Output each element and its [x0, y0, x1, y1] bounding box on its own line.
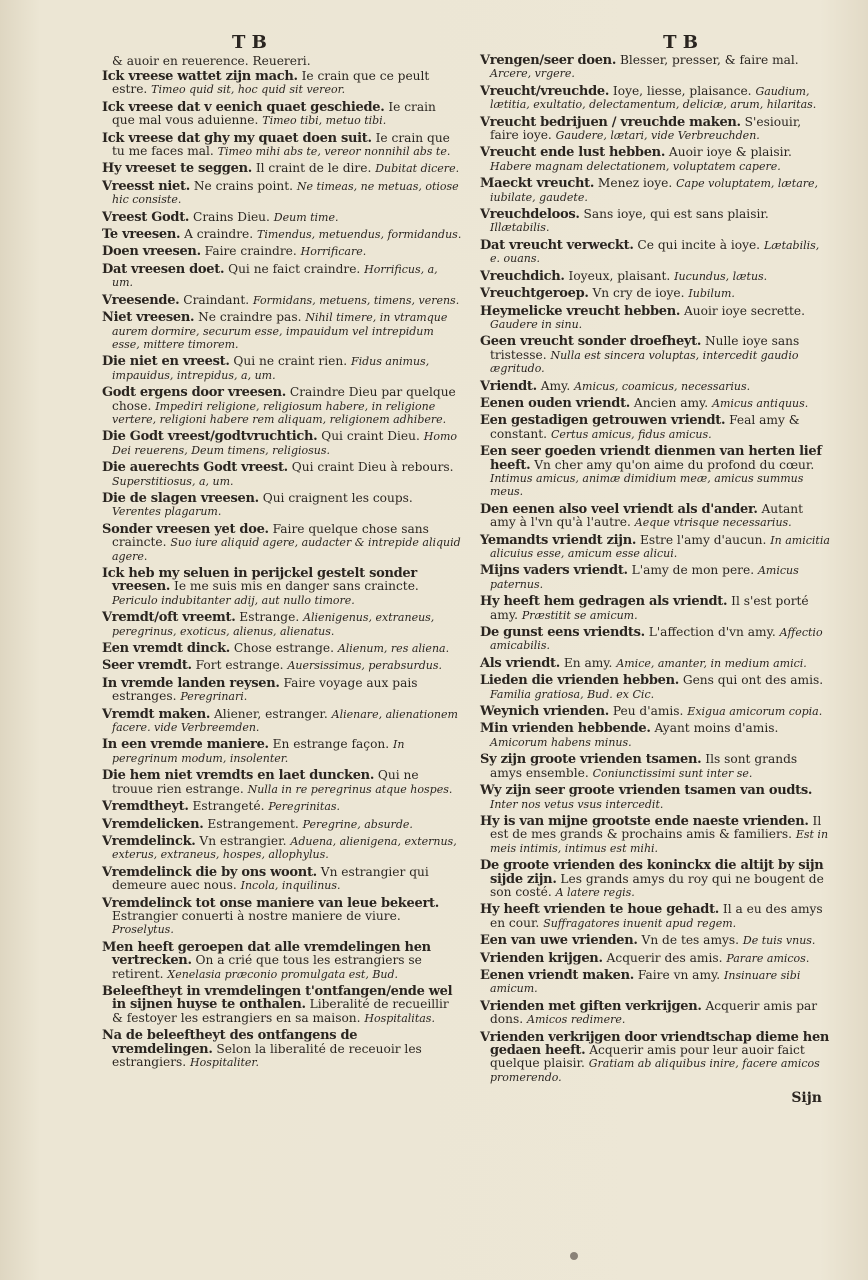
entry-latin: Intimus amicus, animæ dimidium meæ, amicus summus meus. [490, 471, 804, 499]
entry-headword: Ick heb my seluen in perijckel gestelt sonder vreesen. [102, 566, 417, 595]
entry-french: Ie crain que tu me faces mal. [112, 130, 450, 159]
entry-latin: Suffragatores inuenit apud regem. [543, 916, 737, 930]
entry-headword: Hy heeft vrienden te houe gehadt. [480, 902, 720, 918]
entry-french: Aliener, estranger. [210, 706, 332, 721]
entry-french: Vn estrangier. [195, 833, 291, 848]
entry-french: Autant amy à l'vn qu'à l'autre. [490, 501, 804, 530]
dictionary-entry [102, 897, 462, 937]
dictionary-entry [102, 294, 462, 307]
entry-french: S'esiouir, faire ioye. [490, 114, 802, 143]
dictionary-entry [480, 903, 832, 930]
entry-french: Faire vn amy. [634, 967, 725, 982]
entry-headword: Vremdelinck tot onse maniere van leue bekeert. [102, 895, 439, 911]
entry-french: En amy. [559, 655, 617, 670]
entry-french: Il a eu des amys en cour. [490, 902, 823, 930]
entry-headword: Ick vreese wattet zijn mach. [102, 69, 298, 84]
entry-latin: Amicos redimere. [527, 1013, 626, 1027]
entry-headword: Vremdelicken. [102, 816, 204, 832]
entry-latin: Gaudere, lætari, vide Verbreuchden. [555, 129, 760, 143]
entry-headword: Vreucht bedrijuen / vreuchde maken. [480, 114, 741, 130]
entry-french: Acquerir des amis. [602, 950, 727, 965]
entry-french: Feal amy & constant. [490, 413, 800, 441]
entry-headword: Vreest Godt. [102, 209, 190, 225]
dictionary-entry [480, 380, 832, 393]
dictionary-entry [480, 239, 832, 266]
dictionary-entry [102, 1029, 462, 1069]
dictionary-entry [102, 70, 462, 97]
entry-latin: A latere regis. [555, 885, 635, 899]
entry-headword: Vrienden krijgen. [480, 950, 603, 966]
dictionary-entry [102, 659, 462, 672]
entry-headword: Vreuchtgeroep. [480, 286, 589, 302]
right-column [480, 54, 832, 1106]
entry-french: En estrange façon. [268, 737, 394, 752]
entry-headword: Vreesende. [102, 292, 180, 308]
dictionary-entry [102, 492, 462, 519]
entry-latin: Timeo tibi, metuo tibi. [262, 114, 387, 128]
entry-headword: Maeckt vreucht. [480, 176, 595, 192]
entry-french: Qui ne faict craindre. [224, 261, 365, 276]
entry-latin: Periculo indubitanter adij, aut nullo timore. [112, 593, 355, 607]
dictionary-entry [480, 1031, 832, 1085]
entry-latin: Est in meis intimis, intimus est mihi. [490, 828, 829, 855]
dictionary-entry [480, 270, 832, 283]
entry-latin: Peregrinitas. [268, 800, 341, 814]
entry-headword: Mijns vaders vriendt. [480, 563, 628, 579]
dictionary-entry [102, 228, 462, 241]
entry-french: Amy. [536, 378, 575, 393]
entry-headword: Vremdelinck die by ons woont. [102, 864, 317, 880]
entry-latin: Inter nos vetus vsus intercedit. [490, 797, 664, 811]
entry-latin: Insinuare sibi amicum. [490, 968, 801, 996]
entry-latin: Horrificare. [300, 245, 367, 259]
entry-headword: Vremdtheyt. [102, 799, 189, 815]
entry-headword: Die niet en vreest. [102, 354, 230, 370]
entry-headword: Men heeft geroepen dat alle vremdelingen hen vertrecken. [102, 939, 431, 969]
dictionary-entry [102, 430, 462, 457]
entry-french: Estrangement. [203, 816, 303, 831]
entry-headword: Sy zijn groote vrienden tsamen. [480, 752, 702, 768]
entry-french: Ie me suis mis en danger sans craincte. [170, 579, 419, 594]
entry-latin: Timeo mihi abs te, vereor nonnihil abs te. [217, 145, 451, 159]
entry-latin: In amicitia alicuius esse, amicum esse alicui. [490, 533, 830, 560]
dictionary-entry [480, 397, 832, 410]
entry-french: Qui craint Dieu. [317, 429, 424, 444]
entry-latin: Fidus animus, impauidus, intrepidus, a, um. [112, 355, 430, 382]
entry-headword: Als vriendt. [480, 655, 560, 671]
entry-latin: Alienigenus, extraneus, peregrinus, exoticus, alienus, alienatus. [112, 611, 435, 638]
dictionary-entry [102, 101, 462, 128]
entry-headword: Te vreesen. [102, 227, 181, 243]
dictionary-entry [102, 642, 462, 655]
entry-headword: Beleeftheyt in vremdelingen t'ontfangen/ende wel in sijnen huyse te onthalen. [102, 983, 453, 1013]
entry-latin: Peregrinari. [180, 690, 248, 704]
dictionary-entry [102, 132, 462, 159]
dictionary-entry [480, 859, 832, 899]
entry-latin: Auersissimus, perabsurdus. [287, 659, 443, 673]
dictionary-entry [102, 866, 462, 893]
entry-french: Qui ne trouue rien estrange. [112, 768, 419, 796]
dictionary-entry [102, 800, 462, 813]
entry-french: Ioye, liesse, plaisance. [609, 83, 756, 98]
entry-latin: Amicus antiquus. [712, 396, 809, 410]
entry-french: Vn de tes amys. [637, 933, 743, 948]
entry-latin: Hospitaliter. [190, 1056, 259, 1069]
dictionary-entry [480, 305, 832, 332]
entry-headword: Geen vreucht sonder droefheyt. [480, 334, 702, 350]
entry-french: Faire craindre. [200, 244, 301, 259]
entry-latin: Cape voluptatem, lætare, iubilate, gaudete. [490, 177, 819, 204]
dictionary-entry [102, 311, 462, 351]
entry-headword: Hy heeft hem gedragen als vriendt. [480, 594, 728, 610]
entry-french: Ce qui incite à ioye. [633, 237, 764, 252]
entry-latin: Amicus, coamicus, necessarius. [574, 379, 751, 393]
dictionary-entry [480, 626, 832, 653]
entry-french: Auoir ioye & plaisir. [665, 145, 792, 160]
entry-french: Auoir ioye secrette. [680, 303, 805, 318]
entry-latin: Nulla est sincera voluptas, intercedit gaudio ægritudo. [490, 348, 799, 376]
dictionary-entry [480, 722, 832, 749]
entry-latin: Suo iure aliquid agere, audacter & intrepide aliquid agere. [112, 536, 461, 563]
entry-headword: Die de slagen vreesen. [102, 490, 259, 506]
dictionary-entry [102, 677, 462, 704]
entry-headword: Dat vreesen doet. [102, 261, 225, 277]
entry-french: Acquerir amis par dons. [490, 998, 818, 1027]
dictionary-entry [102, 835, 462, 862]
entry-latin: Horrificus, a, um. [112, 262, 438, 290]
entry-latin: In peregrinum modum, insolenter. [112, 738, 405, 765]
dictionary-entry [480, 177, 832, 204]
dictionary-entry [102, 611, 462, 638]
entry-latin: Peregrine, absurde. [302, 817, 413, 831]
entry-latin: Incola, inquilinus. [240, 879, 341, 893]
entry-latin: Certus amicus, fidus amicus. [550, 427, 712, 441]
entry-latin: Timendus, metuendus, formidandus. [257, 228, 462, 242]
entry-french: Chose estrange. [230, 641, 338, 656]
entry-headword: Eenen ouden vriendt. [480, 395, 631, 411]
dictionary-entry [480, 969, 832, 996]
entry-french: Ancien amy. [630, 395, 713, 410]
dictionary-entry [480, 674, 832, 701]
entry-french: Ie crain que mal vous aduienne. [112, 99, 436, 128]
dictionary-entry [480, 335, 832, 375]
entry-latin: Parare amicos. [726, 951, 810, 965]
entry-french: Vn cry de ioye. [588, 286, 689, 301]
entry-latin: Proselytus. [112, 923, 174, 937]
dictionary-entry [480, 705, 832, 718]
dictionary-entry [480, 116, 832, 143]
entry-french: Estrangeté. [188, 799, 269, 814]
entry-headword: Vreesst niet. [102, 178, 190, 194]
entry-latin: Xenelasia præconio promulgata est, Bud. [167, 967, 399, 981]
entry-french: Acquerir amis pour leur auoir faict quelque plaisir. [490, 1043, 805, 1071]
entry-latin: Deum time. [273, 210, 339, 224]
dictionary-entry [102, 738, 462, 765]
entry-headword: Ick vreese dat v eenich quaet geschiede. [102, 99, 385, 115]
dictionary-entry [102, 985, 462, 1025]
dictionary-entry [102, 708, 462, 735]
dictionary-entry [102, 941, 462, 981]
dictionary-entry [480, 564, 832, 591]
entry-french: Menez ioye. [594, 176, 677, 191]
entry-latin: Dubitat dicere. [375, 162, 460, 176]
entry-latin: Alienare, alienationem facere. vide Verbreemden. [112, 707, 458, 735]
entry-latin: Amicus paternus. [490, 564, 799, 591]
entry-headword: Niet vreesen. [102, 310, 195, 326]
entry-latin: Familia gratiosa, Bud. ex Cic. [490, 687, 655, 701]
dictionary-entry [480, 753, 832, 780]
entry-headword: Doen vreesen. [102, 244, 201, 260]
entry-headword: Vreuchdeloos. [480, 207, 580, 223]
dictionary-entry [480, 534, 832, 561]
entry-headword: Die auerechts Godt vreest. [102, 460, 288, 476]
entry-french: A craindre. [180, 227, 258, 242]
entry-french: Il s'est porté amy. [490, 594, 809, 622]
entry-latin: Alienum, res aliena. [337, 642, 450, 656]
entry-headword: Vriendt. [480, 378, 537, 394]
entry-headword: Die Godt vreest/godtvruchtich. [102, 429, 318, 445]
entry-french: Qui ne craint rien. [229, 354, 351, 369]
entry-latin: Superstitiosus, a, um. [112, 474, 234, 488]
entry-latin: Homo Dei reuerens, Deum timens, religiosus. [112, 430, 458, 457]
dictionary-entry [102, 523, 462, 563]
dictionary-entry [102, 461, 462, 488]
catchword: Sijn [791, 1090, 822, 1107]
entry-headword: De groote vrienden des koninckx die altijt by sijn sijde zijn. [480, 858, 824, 887]
dictionary-entry [102, 245, 462, 258]
entry-headword: De gunst eens vriendts. [480, 625, 645, 641]
entry-headword: Vremdt/oft vreemt. [102, 610, 236, 626]
entry-french: Fort estrange. [191, 658, 288, 673]
entry-latin: Aduena, alienigena, externus, exterus, extraneus, hospes, allophylus. [112, 834, 457, 862]
entry-latin: Timeo quid sit, hoc quid sit vereor. [151, 83, 346, 97]
entry-french: Ioyeux, plaisant. [564, 268, 675, 283]
entry-latin: Præstitit se amicum. [521, 608, 638, 622]
entry-french: Peu d'amis. [608, 704, 688, 719]
entry-latin: Verentes plagarum. [112, 505, 222, 519]
entry-headword: Een gestadigen getrouwen vriendt. [480, 413, 726, 429]
dictionary-entry [480, 815, 832, 855]
entry-latin: Affectio amicabilis. [490, 626, 823, 653]
entry-latin: Gaudere in sinu. [490, 317, 583, 331]
entry-french: Qui craignent les coups. [258, 490, 413, 505]
entry-headword: Godt ergens door vreesen. [102, 385, 286, 401]
entry-headword: Een van uwe vrienden. [480, 933, 638, 949]
entry-latin: Hospitalitas. [364, 1011, 435, 1025]
entry-headword: Eenen vriendt maken. [480, 967, 634, 983]
entry-french: Il est de mes grands & prochains amis & familiers. [490, 813, 822, 842]
entry-headword: Vremdelinck. [102, 833, 196, 849]
entry-french: On a crié que tous les estrangiers se retirent. [112, 953, 422, 981]
entry-french: Ayant moins d'amis. [650, 721, 779, 736]
entry-french: Vn estrangier qui demeure auec nous. [112, 864, 429, 893]
entry-french: Ne crains point. [189, 178, 297, 193]
dictionary-entry [480, 445, 832, 499]
dictionary-entry [480, 146, 832, 173]
entry-latin: Coniunctissimi sunt inter se. [592, 766, 753, 780]
dictionary-entry [480, 595, 832, 622]
entry-headword: Wy zijn seer groote vrienden tsamen van oudts. [480, 783, 813, 799]
entry-headword: Een vremdt dinck. [102, 641, 231, 657]
entry-french: Nulle ioye sans tristesse. [490, 334, 800, 362]
entry-french: Ils sont grands amys ensemble. [490, 752, 798, 780]
dictionary-entry [480, 54, 832, 81]
entry-headword: Hy is van mijne grootste ende naeste vrienden. [480, 813, 809, 829]
dictionary-entry [102, 818, 462, 831]
entry-headword: Een seer goeden vriendt dienmen van herten lief heeft. [480, 444, 822, 473]
entry-latin: Formidans, metuens, timens, verens. [253, 293, 460, 307]
entry-headword: Vrienden met giften verkrijgen. [480, 998, 702, 1014]
entry-headword: Vremdt maken. [102, 706, 211, 722]
entry-french: Selon la liberalité de receuoir les estrangiers. [112, 1041, 422, 1069]
entry-french: Vn cher amy qu'on aime du profond du cœur. [530, 457, 815, 472]
dictionary-entry [480, 208, 832, 235]
dictionary-entry [480, 934, 832, 947]
entry-french: Faire quelque chose sans craincte. [112, 521, 429, 550]
header-left: T B [232, 32, 267, 53]
entry-french: Ie crain que ce peult estre. [112, 69, 430, 97]
dictionary-entry [102, 769, 462, 796]
entry-latin: Illætabilis. [490, 221, 550, 235]
column-lead: & auoir en reuerence. Reuereri. [112, 54, 311, 68]
entry-headword: Vreuchdich. [480, 268, 565, 284]
entry-french: Blesser, presser, & faire mal. [616, 53, 799, 67]
entry-headword: Seer vremdt. [102, 658, 192, 674]
page-ornament [570, 1252, 578, 1260]
entry-headword: Min vrienden hebbende. [480, 721, 651, 737]
entry-headword: Den eenen also veel vriendt als d'ander. [480, 501, 758, 517]
dictionary-entry [102, 567, 462, 607]
entry-french: Estrange. [235, 610, 304, 625]
entry-latin: Exigua amicorum copia. [687, 705, 823, 719]
entry-headword: Ick vreese dat ghy my quaet doen suit. [102, 130, 372, 146]
dictionary-entry [102, 355, 462, 382]
entry-latin: De tuis vnus. [742, 934, 816, 948]
entry-french: Ne craindre pas. [194, 310, 306, 325]
entry-latin: Impediri religione, religiosum habere, in religione vertere, religioni habere rem aliquam, religionem adhibere. [112, 399, 447, 426]
dictionary-entry [480, 503, 832, 530]
entry-latin: Gaudium, lætitia, exultatio, delectamentum, deliciæ, arum, hilaritas. [490, 84, 817, 112]
dictionary-entry [480, 657, 832, 670]
entry-latin: Nulla in re peregrinus atque hospes. [247, 782, 453, 796]
entry-latin: Arcere, vrgere. [490, 67, 575, 81]
entry-headword: Sonder vreesen yet doe. [102, 521, 269, 537]
entry-french: Craindant. [179, 292, 254, 307]
entry-latin: Nihil timere, in vtramque aurem dormire, securum esse, impauidum vel intrepidum esse, mittere timorem. [112, 311, 448, 351]
entry-french: L'amy de mon pere. [627, 563, 758, 578]
entry-headword: Die hem niet vremdts en laet duncken. [102, 768, 375, 784]
entry-french: Liberalité de recueillir & festoyer les estrangiers en sa maison. [112, 997, 449, 1025]
dictionary-entry [480, 414, 832, 441]
dictionary-entry [102, 180, 462, 207]
entry-french: Estrangier conuerti à nostre maniere de viure. [112, 908, 401, 923]
entry-latin: Gratiam ab aliquibus inire, facere amicos promerendo. [490, 1057, 820, 1084]
entry-french: Sans ioye, qui est sans plaisir. [579, 207, 769, 222]
entry-french: Faire voyage aux pais estranges. [112, 675, 418, 704]
left-column [102, 54, 462, 1106]
entry-headword: Yemandts vriendt zijn. [480, 532, 637, 548]
entry-french: Craindre Dieu par quelque chose. [112, 385, 456, 413]
entry-headword: Hy vreeset te seggen. [102, 161, 252, 177]
entry-latin: Amicorum habens minus. [490, 735, 632, 749]
entry-headword: Vreucht ende lust hebben. [480, 145, 666, 161]
entry-french: L'affection d'vn amy. [644, 625, 780, 640]
entry-latin: Iucundus, lætus. [674, 269, 768, 283]
entry-headword: Vrengen/seer doen. [480, 53, 617, 68]
header-right: T B [663, 32, 698, 53]
dictionary-entry [102, 211, 462, 224]
dictionary-entry [480, 952, 832, 965]
entry-latin: Habere magnam delectationem, voluptatem capere. [490, 159, 781, 173]
dictionary-entry [480, 287, 832, 300]
entry-latin: Ne timeas, ne metuas, otiose hic consiste. [112, 179, 459, 207]
running-header [102, 32, 848, 54]
entry-french: Crains Dieu. [189, 209, 274, 224]
dictionary-entry [102, 263, 462, 290]
entry-headword: Lieden die vrienden hebben. [480, 673, 679, 689]
entry-headword: Dat vreucht verweckt. [480, 237, 634, 253]
entry-french: Les grands amys du roy qui ne bougent de son costé. [490, 871, 824, 899]
dictionary-entry [480, 784, 832, 811]
entry-headword: In een vremde maniere. [102, 737, 269, 753]
entry-french: Estre l'amy d'aucun. [636, 532, 771, 547]
entry-latin: Amice, amanter, in medium amici. [616, 656, 807, 670]
entry-headword: In vremde landen reysen. [102, 675, 280, 691]
entry-headword: Weynich vrienden. [480, 704, 609, 720]
dictionary-entry [102, 386, 462, 426]
entry-headword: Vrienden verkrijgen door vriendtschap dieme hen gedaen heeft. [480, 1029, 830, 1058]
entry-french: Gens qui ont des amis. [678, 673, 824, 688]
entry-headword: Heymelicke vreucht hebben. [480, 303, 681, 319]
dictionary-entry [480, 1000, 832, 1027]
dictionary-entry [102, 162, 462, 175]
entry-french: Il craint de le dire. [251, 161, 376, 176]
entry-latin: Aeque vtrisque necessarius. [634, 516, 792, 530]
entry-latin: Lætabilis, e. ouans. [490, 238, 820, 266]
entry-headword: Na de beleeftheyt des ontfangens de vremdelingen. [102, 1028, 358, 1057]
dictionary-entry [480, 85, 832, 112]
entry-latin: Iubilum. [688, 287, 735, 301]
entry-headword: Vreucht/vreuchde. [480, 83, 610, 99]
entry-french: Qui craint Dieu à rebours. [287, 460, 454, 475]
